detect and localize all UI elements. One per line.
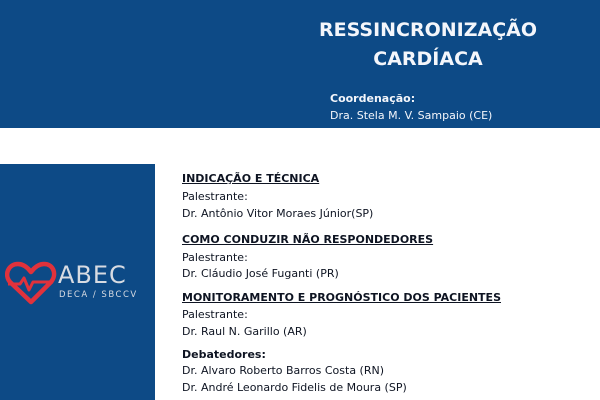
speaker-label: Palestrante: [182, 251, 248, 264]
speaker-label: Palestrante: [182, 308, 248, 321]
debater-name: Dr. André Leonardo Fidelis de Moura (SP) [182, 381, 407, 394]
speaker-name: Dr. Raul N. Garillo (AR) [182, 325, 307, 338]
slide-title [300, 16, 556, 74]
session-title: INDICAÇÃO E TÉCNICA [182, 172, 320, 185]
logo-subtitle: DECA / SBCCV [59, 290, 138, 300]
speaker-label: Palestrante: [182, 190, 248, 203]
session-title: MONITORAMENTO E PROGNÓSTICO DOS PACIENTES [182, 291, 501, 304]
logo-wordmark: ABEC [58, 261, 127, 289]
speaker-name: Dr. Cláudio José Fuganti (PR) [182, 267, 339, 280]
coordination-label: Coordenação: [330, 92, 416, 105]
title-line-1: RESSINCRONIZAÇÃO [318, 19, 538, 41]
session-title: COMO CONDUZIR NÃO RESPONDEDORES [182, 233, 434, 246]
debater-name: Dr. Alvaro Roberto Barros Costa (RN) [182, 364, 385, 377]
title-line-2: CARDÍACA [373, 48, 483, 70]
speaker-name: Dr. Antônio Vitor Moraes Júnior(SP) [182, 207, 374, 220]
debaters-label: Debatedores: [182, 348, 266, 361]
coordinator-name: Dra. Stela M. V. Sampaio (CE) [330, 109, 493, 122]
